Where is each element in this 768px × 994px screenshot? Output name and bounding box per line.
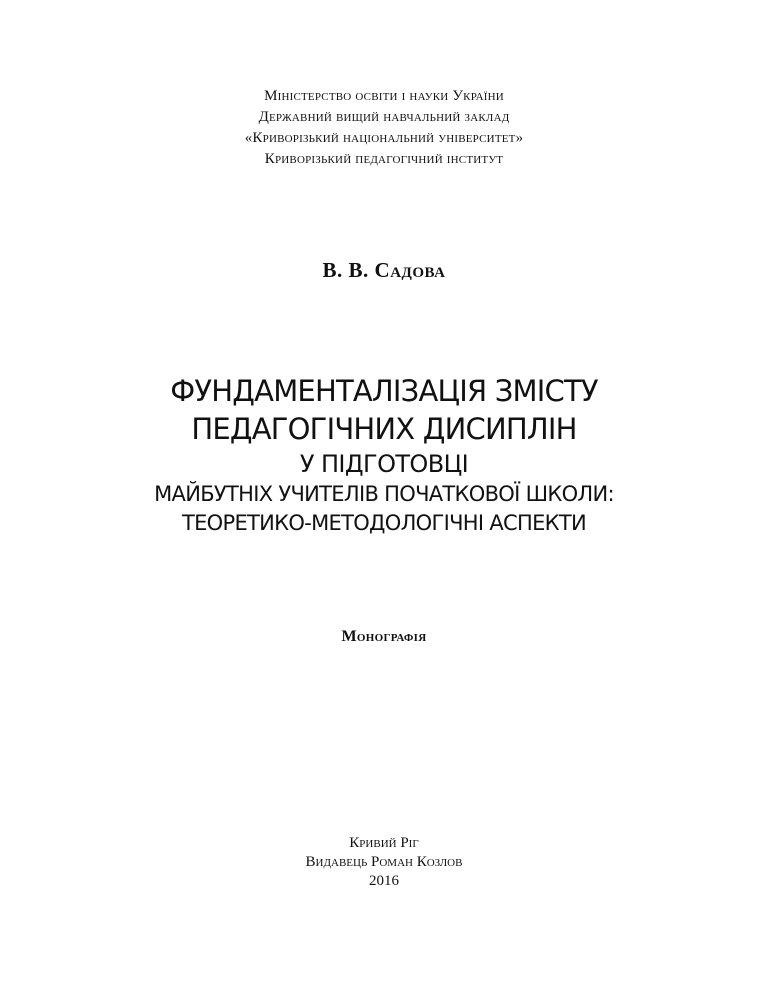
imprint-year: 2016 <box>369 873 399 889</box>
title-line-2: ПЕДАГОГІЧНИХ ДИСИПЛІН <box>191 412 577 446</box>
imprint <box>0 834 768 891</box>
title-line-5: ТЕОРЕТИКО-МЕТОДОЛОГІЧНІ АСПЕКТИ <box>181 511 586 535</box>
imprint-city: Кривий Ріг <box>349 835 419 851</box>
title-line-1: ФУНДАМЕНТАЛІЗАЦІЯ ЗМІСТУ <box>170 374 598 408</box>
imprint-publisher: Видавець Роман Козлов <box>305 854 463 870</box>
genre-label: Монографія <box>341 628 427 645</box>
title-line-3: У ПІДГОТОВЦІ <box>299 450 469 478</box>
title-line-4: МАЙБУТНІХ УЧИТЕЛІВ ПОЧАТКОВОЇ ШКОЛИ: <box>154 482 614 506</box>
university-line: «Криворізький національний університет» <box>244 130 524 146</box>
institution-header <box>0 86 768 170</box>
author-name: В. В. Садова <box>322 258 446 282</box>
book-title <box>0 372 768 538</box>
institution-type-line: Державний вищий навчальний заклад <box>258 109 510 125</box>
ministry-line: Міністерство освіти і науки України <box>264 88 504 104</box>
institute-line: Криворізький педагогічний інститут <box>264 151 504 167</box>
